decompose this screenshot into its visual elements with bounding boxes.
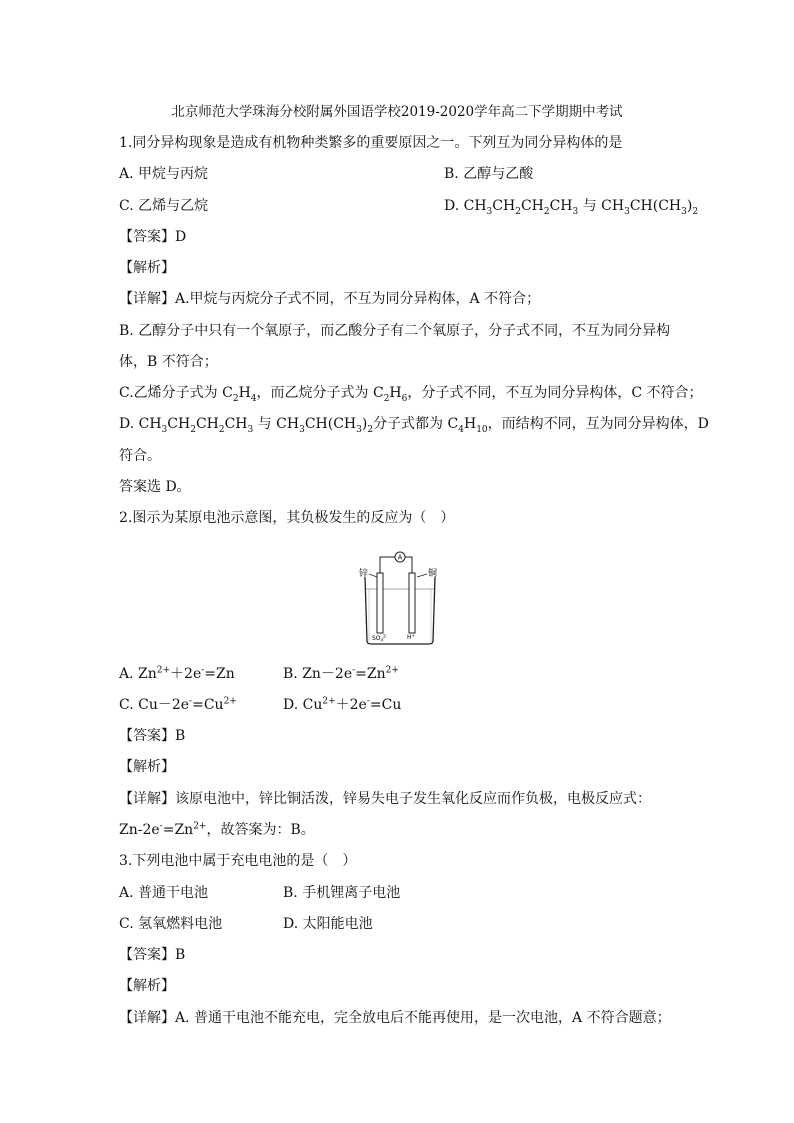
q2-option-d: D. $Cu^{2+}+2e^-=Cu$ xyxy=(283,696,402,713)
ammeter-label: A xyxy=(397,553,403,562)
q2-answer: 【答案】B xyxy=(119,728,186,744)
q2-analysis-label: 【解析】 xyxy=(119,759,175,775)
q1-option-b: B. 乙醇与乙酸 xyxy=(444,166,534,182)
q1-option-c: C. 乙烯与乙烷 xyxy=(119,198,209,214)
copper-electrode xyxy=(409,573,415,633)
zinc-label: 锌 xyxy=(359,569,369,579)
q1-detail-2b: 体，B 不符合； xyxy=(119,354,218,370)
beaker xyxy=(365,577,435,644)
q1-answer: 【答案】D xyxy=(119,229,187,245)
q3-option-d: D. 太阳能电池 xyxy=(283,916,373,932)
q1-detail-3: C.乙烯分子式为 $C_2H_4$，而乙烷分子式为 $C_2H_6$，分子式不同，不互为同分异构体，C 不符合； xyxy=(119,385,703,404)
q3-option-a: A. 普通干电池 xyxy=(119,885,209,901)
q1-option-a: A. 甲烷与丙烷 xyxy=(119,166,209,182)
q1-detail-2a: B. 乙醇分子中只有一个氧原子，而乙酸分子有二个氧原子，分子式不同，不互为同分异构 xyxy=(119,323,671,339)
q3-option-c: C. 氢氧燃料电池 xyxy=(119,916,223,932)
q2-option-a: A. $Zn^{2+}+2e^-=Zn$ xyxy=(119,665,235,682)
q1-option-d: D. $CH_3CH_2CH_2CH_3$ 与 $CH_3CH(CH_3)_2$ xyxy=(444,198,699,217)
q1-detail-4b: 符合。 xyxy=(119,448,161,464)
zinc-electrode xyxy=(377,573,383,633)
galvanic-cell-diagram xyxy=(355,549,445,649)
q2-option-c: C. $Cu-2e^-=Cu^{2+}$ xyxy=(119,696,237,713)
q3-answer: 【答案】B xyxy=(119,947,186,963)
hydrogen-ion-label: H+ xyxy=(407,633,415,641)
q1-analysis-label: 【解析】 xyxy=(119,260,175,276)
q2-stem: 2.图示为某原电池示意图，其负极发生的反应为（ ） xyxy=(119,510,455,526)
document-title: 北京师范大学珠海分校附属外国语学校2019-2020学年高二下学期期中考试 xyxy=(171,104,623,120)
q2-detail-2: $Zn-2e^-=Zn^{2+}$，故答案为：B。 xyxy=(119,821,315,838)
q3-stem: 3.下列电池中属于充电电池的是（ ） xyxy=(119,853,357,869)
q3-option-b: B. 手机锂离子电池 xyxy=(283,885,401,901)
q2-detail-1: 【详解】该原电池中，锌比铜活泼，锌易失电子发生氧化反应而作负极，电极反应式： xyxy=(119,791,651,807)
sulfate-ion-label: $SO_4^{2-}$ xyxy=(372,633,388,643)
q1-detail-1: 【详解】A.甲烷与丙烷分子式不同，不互为同分异构体，A 不符合； xyxy=(119,291,541,307)
q2-option-b: B. $Zn-2e^-=Zn^{2+}$ xyxy=(283,665,399,682)
q3-analysis-label: 【解析】 xyxy=(119,978,175,994)
q1-conclusion: 答案选 D。 xyxy=(119,479,191,495)
copper-label: 铜 xyxy=(428,569,438,579)
q1-stem: 1.同分异构现象是造成有机物种类繁多的重要原因之一。下列互为同分异构体的是 xyxy=(119,135,623,151)
q3-detail-1: 【详解】A. 普通干电池不能充电，完全放电后不能再使用，是一次电池，A 不符合题意； xyxy=(119,1010,671,1026)
q1-detail-4: D. $CH_3CH_2CH_2CH_3$ 与 $CH_3CH(CH_3)_2$分子式都为 $C_4H_{10}$，而结构不同，互为同分异构体，D xyxy=(119,416,709,435)
